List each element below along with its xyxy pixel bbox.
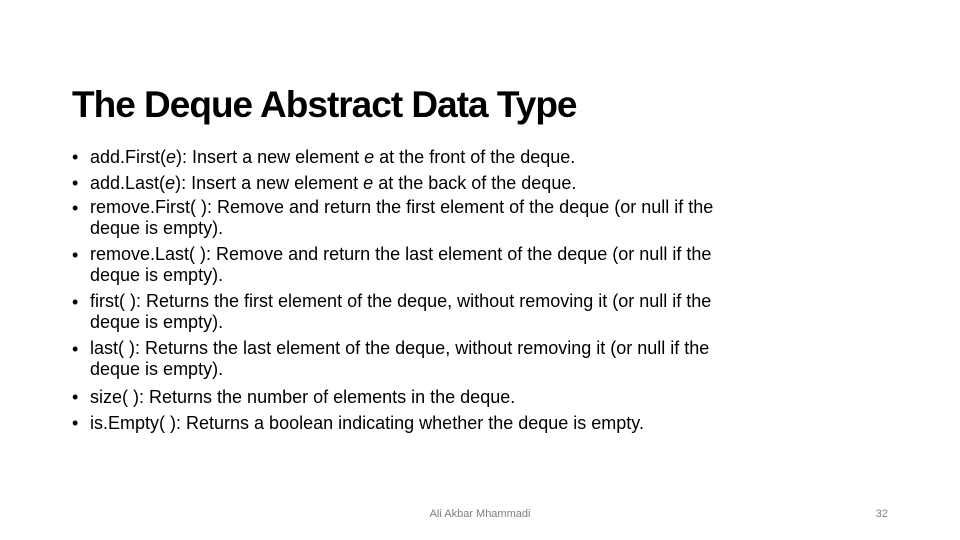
slide-title: The Deque Abstract Data Type — [72, 83, 577, 125]
method-description-continued: deque is empty). — [90, 359, 224, 379]
method-description: : Returns the number of elements in the deque. — [139, 387, 516, 407]
method-name: is.Empty( ) — [90, 413, 177, 433]
method-description: : Remove and return the last element of the deque (or null if the — [206, 244, 712, 264]
footer-author: Ali Akbar Mhammadi — [429, 508, 531, 520]
method-description-continued: deque is empty). — [90, 312, 224, 332]
method-description: : Remove and return the first element of the deque (or null if the — [207, 197, 714, 217]
list-item-remove-last — [72, 244, 892, 286]
method-description: : Returns a boolean indicating whether the deque is empty. — [176, 413, 644, 433]
method-description: : Returns the first element of the deque, without removing it (or null if the — [135, 291, 712, 311]
bullet-icon: • — [72, 413, 79, 433]
method-close: ) — [176, 147, 183, 167]
method-name: add.First( — [90, 147, 167, 167]
element-variable: e — [363, 173, 374, 193]
method-name: last( ) — [90, 338, 135, 358]
list-item-remove-first — [72, 197, 892, 239]
bullet-list — [72, 145, 892, 437]
method-name: add.Last( — [90, 173, 166, 193]
method-close: ) — [175, 173, 182, 193]
list-item-is-empty — [72, 411, 892, 435]
bullet-icon: • — [72, 147, 79, 167]
bullet-icon: • — [72, 387, 79, 407]
list-item-last — [72, 338, 892, 380]
method-description-end: at the back of the deque. — [373, 173, 577, 193]
bullet-icon: • — [72, 339, 79, 359]
bullet-icon: • — [72, 198, 79, 218]
method-description-continued: deque is empty). — [90, 265, 224, 285]
method-arg: e — [166, 147, 177, 167]
method-name: remove.Last( ) — [90, 244, 207, 264]
list-item-first — [72, 291, 892, 333]
method-description: : Insert a new element — [182, 147, 365, 167]
method-arg: e — [165, 173, 176, 193]
list-item-add-first — [72, 145, 892, 169]
method-description-end: at the front of the deque. — [374, 147, 576, 167]
page-number: 32 — [875, 508, 888, 520]
method-description-continued: deque is empty). — [90, 218, 224, 238]
bullet-icon: • — [72, 292, 79, 312]
list-item-add-last — [72, 171, 892, 195]
method-name: remove.First( ) — [90, 197, 207, 217]
list-item-size — [72, 385, 892, 409]
method-name: size( ) — [90, 387, 139, 407]
method-name: first( ) — [90, 291, 136, 311]
method-description: : Insert a new element — [181, 173, 364, 193]
element-variable: e — [364, 147, 375, 167]
method-description: : Returns the last element of the deque, without removing it (or null if the — [135, 338, 710, 358]
bullet-icon: • — [72, 173, 79, 193]
bullet-icon: • — [72, 245, 79, 265]
